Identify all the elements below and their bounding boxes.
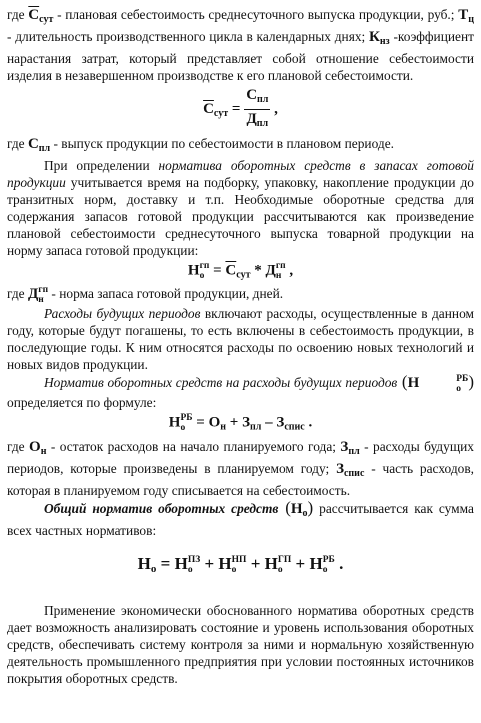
subscript: о xyxy=(180,423,186,434)
symbol-z: З xyxy=(276,414,285,431)
text: - плановая себестоимость среднесуточного выпуска продукции, руб.; xyxy=(53,7,459,22)
symbol-c: С xyxy=(225,262,237,279)
superscript: РБ xyxy=(456,374,469,385)
symbol-o: О xyxy=(208,414,221,431)
superscript: ГП xyxy=(277,554,292,565)
subscript: пл xyxy=(38,143,51,154)
text: определяется по формуле: xyxy=(7,395,157,411)
sup-sub xyxy=(200,261,210,281)
operator: + xyxy=(226,414,243,431)
text: - выпуск продукции по себестоимости в плановом периоде. xyxy=(50,136,394,151)
numerator xyxy=(244,86,270,110)
emphasis: Общий норматив оборотных средств xyxy=(44,500,279,516)
subscript: нз xyxy=(379,36,390,47)
symbol-h: Н xyxy=(264,553,278,573)
formula-deferred xyxy=(7,413,474,435)
paren: ) xyxy=(468,372,474,392)
text: где xyxy=(7,438,30,454)
fraction xyxy=(244,86,270,133)
sup-sub xyxy=(232,555,247,575)
text: включают расходы, осуществленные в данном году, которые будут погашены, то есть включены в себестоимость продукции, в последующие годы. К ним относятся расходы по освоению новых технологий и новых видов продукции. xyxy=(7,306,474,373)
paragraph-deferred-norm xyxy=(7,373,474,411)
paragraph-total-norm xyxy=(7,499,474,539)
subscript: сут xyxy=(39,14,54,25)
subscript: н xyxy=(275,271,282,281)
subscript: спис xyxy=(284,421,305,433)
superscript: гп xyxy=(199,261,210,271)
symbol: С xyxy=(246,87,258,103)
punctuation: . xyxy=(304,414,313,431)
subscript: о xyxy=(302,507,308,519)
symbol-h: Н xyxy=(168,414,181,431)
superscript: гп xyxy=(38,285,49,296)
symbol-h: Н xyxy=(187,262,200,279)
formula-daily-cost xyxy=(7,86,474,133)
paragraph-conclusion xyxy=(7,602,474,687)
subscript: пл xyxy=(348,445,360,457)
paragraph-deferred-expenses xyxy=(7,305,474,373)
operator: – xyxy=(261,414,277,431)
symbol-t: Т xyxy=(458,7,469,23)
symbol-h: Н xyxy=(290,500,303,517)
text: - длительность производственного цикла в календарных днях; xyxy=(7,29,370,44)
symbol-h: Н xyxy=(309,553,323,573)
subscript: о xyxy=(187,564,193,575)
subscript: ц xyxy=(468,14,474,25)
emphasis: норматива оборотных средств в запасах готовой продукции xyxy=(7,158,474,190)
subscript: пл xyxy=(257,94,269,105)
formula-total xyxy=(7,555,474,578)
subscript: сут xyxy=(236,269,251,281)
subscript: н xyxy=(40,445,47,457)
denominator xyxy=(244,110,270,133)
subscript: н xyxy=(220,421,227,433)
sup-sub xyxy=(180,413,192,433)
paragraph-symbols-definition xyxy=(7,6,474,84)
symbol: Д xyxy=(246,111,257,127)
text: где xyxy=(7,7,29,22)
symbol-c: С xyxy=(27,136,39,152)
text: - остаток расходов на начало планируемого года; xyxy=(46,438,341,454)
symbol-h: Н xyxy=(218,553,232,573)
sup-sub xyxy=(38,285,48,305)
symbol-h: Н xyxy=(174,553,188,573)
symbol-d: Д xyxy=(265,262,276,279)
subscript: пл xyxy=(256,118,269,129)
symbol-c: С xyxy=(28,7,40,23)
text: учитывается время на подборку, упаковку, накопление продукции до транзитных норм, доставку и т.п. Необходимые оборотные средства для содержания запасов готовой продукции рассчитываются как произведение плановой себестоимости среднесуточного выпуска товарной продукции на норму запаса готовой продукции: xyxy=(7,175,474,258)
symbol-z: З xyxy=(242,414,251,431)
text: где xyxy=(7,136,28,151)
symbol-k: К xyxy=(369,29,380,45)
sup-sub xyxy=(276,261,286,281)
text: - норма запаса готовой продукции, дней. xyxy=(48,286,284,302)
sup-sub xyxy=(278,555,291,575)
superscript: РБ xyxy=(322,554,335,565)
symbol-h: Н xyxy=(407,375,420,392)
superscript: гп xyxy=(275,261,286,271)
text: Применение экономически обоснованного норматива оборотных средств дает возможность анализировать состояние и уровень использования оборотных средств, обеспечивать систему контроля за ними и нормальную хозяйственную деятельность промышленного предприятия при условии постоянных источников покрытия оборотных средств. xyxy=(7,602,474,686)
paren: ) xyxy=(307,497,314,517)
subscript: о xyxy=(322,564,328,575)
paragraph-deferred-definitions xyxy=(7,438,474,499)
subscript: о xyxy=(231,564,237,575)
paragraph-finished-goods xyxy=(7,157,474,259)
equals: = xyxy=(192,414,209,431)
text: -коэффициент нарастания затрат, который представляет собой отношение себестоимости изделия в незавершенном производстве к его плановой себестоимости. xyxy=(7,29,474,83)
symbol-z: З xyxy=(336,460,344,477)
symbol-z: З xyxy=(340,438,349,455)
subscript: н xyxy=(38,295,44,306)
superscript: ПЗ xyxy=(187,554,201,565)
operator: + xyxy=(200,553,219,573)
symbol-d: Д xyxy=(27,286,39,303)
symbol-o: О xyxy=(29,438,41,455)
subscript: спис xyxy=(343,467,365,479)
symbol-c: С xyxy=(203,100,214,117)
text: При определении xyxy=(44,158,159,173)
punctuation: , xyxy=(270,100,278,117)
text: - часть расходов, которая в планируемом году списывается на себестоимость. xyxy=(7,460,474,498)
equals: = xyxy=(228,100,245,117)
symbol-h: Н xyxy=(137,553,151,573)
subscript: о xyxy=(150,562,157,575)
sup-sub xyxy=(188,555,200,575)
operator: . xyxy=(334,553,344,573)
sup-sub xyxy=(323,555,335,575)
punctuation: , xyxy=(285,262,294,279)
formula-finished-goods xyxy=(7,261,474,283)
sup-sub xyxy=(419,374,468,394)
paren: ( xyxy=(278,497,291,517)
paren: ( xyxy=(397,372,408,392)
subscript: пл xyxy=(250,421,262,433)
operator: + xyxy=(291,553,310,573)
operator: * xyxy=(250,262,266,279)
emphasis: Норматив оборотных средств на расходы будущих периодов xyxy=(44,375,398,391)
subscript: о xyxy=(199,271,205,281)
operator: + xyxy=(246,553,265,573)
equals: = xyxy=(209,262,226,279)
paragraph-cpl-definition xyxy=(7,135,474,157)
superscript: РБ xyxy=(180,413,193,424)
subscript: сут xyxy=(213,107,229,119)
subscript: о xyxy=(277,564,283,575)
subscript: о xyxy=(456,384,461,395)
text: где xyxy=(7,286,28,302)
superscript: НП xyxy=(231,554,247,565)
text: рассчитывается как сумма всех частных нормативов: xyxy=(7,500,474,538)
paragraph-stock-norm-definition xyxy=(7,285,474,305)
equals: = xyxy=(156,553,175,573)
text: - расходы будущих периодов, которые произведены в планируемом году; xyxy=(7,438,474,476)
emphasis: Расходы будущих периодов xyxy=(44,306,201,322)
